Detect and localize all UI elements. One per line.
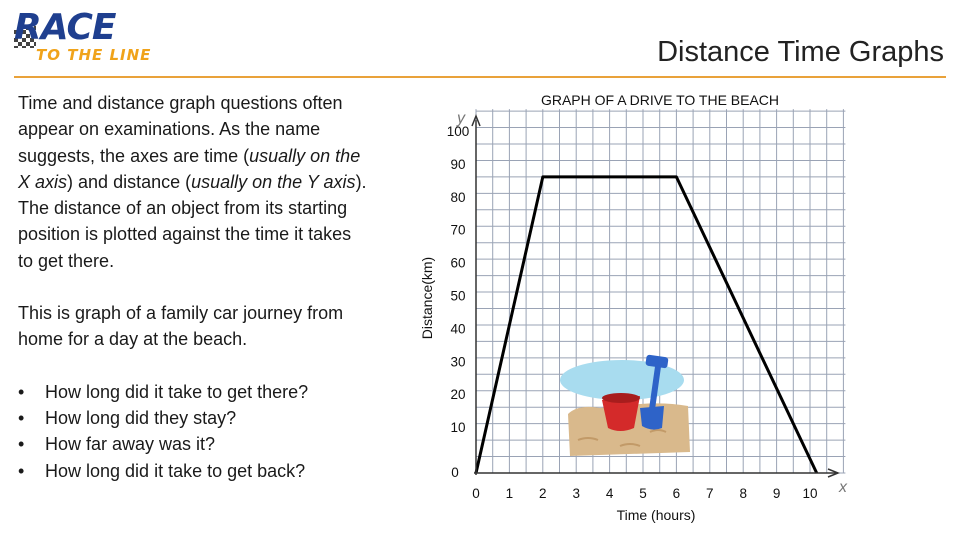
x-tick-label: 3	[572, 486, 580, 501]
question-item: • How far away was it?	[18, 431, 368, 457]
x-tick-label: 10	[802, 486, 818, 501]
x-tick-label: 8	[739, 486, 747, 501]
x-axis-letter: x	[839, 479, 847, 496]
y-tick-label: 60	[450, 255, 466, 271]
y-tick-label: 100	[446, 124, 470, 139]
intro-text-run: usually on the X axis	[18, 145, 361, 192]
question-item: • How long did it take to get back?	[18, 458, 368, 484]
x-tick-label: 4	[605, 486, 614, 501]
intro-text-run: (	[180, 171, 192, 192]
x-tick-label: 7	[706, 486, 714, 501]
intro-text-run: Time and distance graph	[18, 93, 216, 113]
x-tick-label: 0	[472, 486, 480, 501]
beach-illustration	[560, 355, 690, 456]
y-tick-label: 90	[450, 156, 466, 172]
chart-title: GRAPH OF A DRIVE TO THE BEACH	[540, 92, 780, 108]
journey-paragraph: This is graph of a family car journey from home for a day at the beach.	[18, 303, 344, 350]
logo-bottom-text: TO THE LINE	[36, 46, 152, 64]
y-tick-label: 0	[451, 465, 459, 480]
x-tick-label: 6	[672, 486, 681, 501]
question-item: • How long did it take to get there?	[18, 379, 368, 405]
y-tick-label: 30	[450, 354, 466, 370]
x-axis-title: Time (hours)	[616, 507, 696, 523]
y-axis-title: Distance(km)	[419, 256, 435, 340]
intro-text-run: ). The distance of an object from its starting position is plotted against the time it takes to get there.	[18, 171, 367, 271]
x-tick-label: 9	[772, 486, 781, 501]
logo-top-text: RACE	[14, 7, 116, 48]
y-tick-label: 50	[450, 288, 466, 304]
x-tick-label: 1	[505, 486, 514, 501]
y-tick-label: 20	[450, 387, 466, 403]
y-axis-letter: y	[457, 110, 465, 127]
intro-text-run: distance	[113, 171, 181, 192]
question-item: • How long did they stay?	[18, 405, 368, 431]
intro-text-run: ) and	[67, 171, 114, 192]
x-tick-label: 5	[639, 486, 647, 501]
y-tick-label: 10	[450, 420, 466, 436]
x-tick-label: 2	[539, 486, 547, 501]
y-tick-label: 80	[450, 189, 466, 205]
intro-text-run: questions often appear on examinations. As the name suggests, the axes are	[18, 93, 343, 166]
chart-labels	[419, 92, 848, 523]
y-tick-label: 70	[450, 222, 466, 238]
intro-text-run: usually on the Y axis	[191, 171, 356, 192]
intro-text-run: time	[204, 145, 239, 166]
y-tick-label: 40	[450, 321, 466, 337]
intro-text-run: (	[238, 145, 250, 166]
slide-title: Distance Time Graphs	[657, 36, 944, 68]
